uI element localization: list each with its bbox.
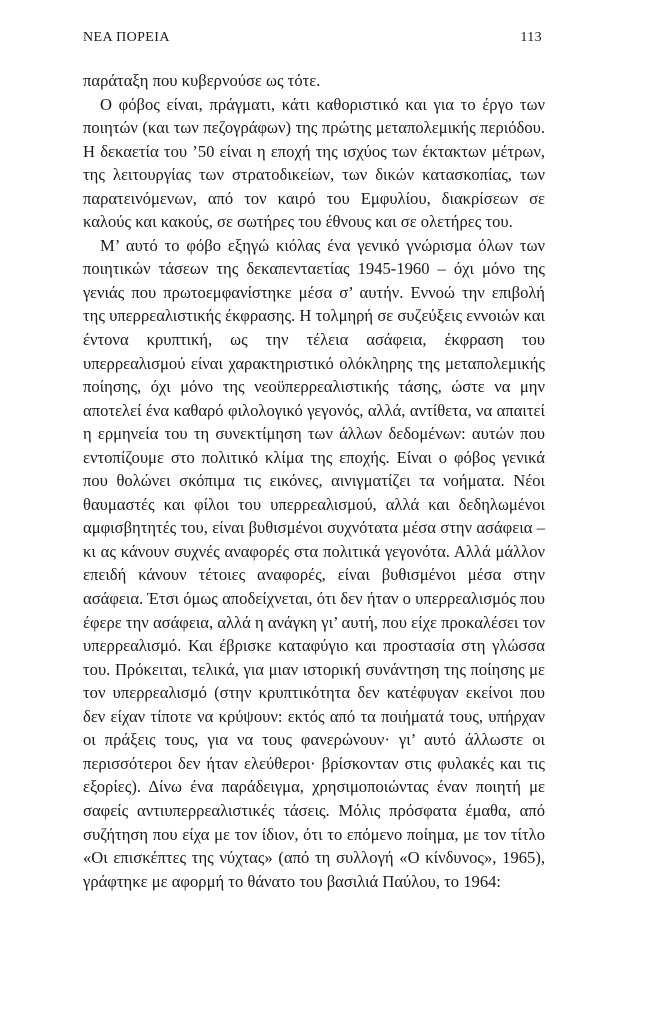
paragraph-fear: Ο φόβος είναι, πράγματι, κάτι καθοριστικό και για το έργο των ποιητών (και των πεζογράφων) της πρώτης μεταπολεμικής περιόδου. Η δεκαετία του ’50 είναι η εποχή της ισχύος των έκτακτων μέτρων, της λειτουργίας των στρατοδικείων, των δικών κατασκοπίας, των παρατεινόμενων, από τον καιρό του Εμφυλίου, διακρίσεων σε καλούς και κακούς, σε σωτήρες του έθνους και σε ολετήρες του. [83,94,545,232]
journal-title: ΝΕΑ ΠΟΡΕΙΑ [83,30,170,45]
paragraph-continuation: παράταξη που κυβερνούσε ως τότε. [83,71,321,90]
running-head [83,30,542,50]
page-number: 113 [520,30,542,45]
body-text [83,69,545,893]
paragraph-surrealism: Μ’ αυτό το φόβο εξηγώ κιόλας ένα γενικό γνώρισμα όλων των ποιητικών τάσεων της δεκαπενταετίας 1945-1960 – όχι μόνο της γενιάς που πρωτοεμφανίστηκε μέσα σ’ αυτήν. Εννοώ την επιβολή της υπερρεαλιστικής έκφρασης. Η τολμηρή σε συζεύξεις εννοιών και έντονα κρυπτική, ως την τέλεια ασάφεια, έκφραση του υπερρεαλισμού είναι χαρακτηριστικό ολόκληρης της μεταπολεμικής ποίησης, όχι μόνο της νεοϋπερρεαλιστικής τάσης, ώστε να μην αποτελεί ένα καθαρό φιλολογικό γεγονός, αλλά, αντίθετα, να απαιτεί η ερμηνεία του τη συνεκτίμηση των άλλων δεδομένων: αυτών που εντοπίζουμε στο πολιτικό κλίμα της εποχής. Είναι ο φόβος γενικά που θολώνει σκόπιμα τις εικόνες, αινιγματίζει τα νοήματα. Νέοι θαυμαστές και φίλοι του υπερρεαλισμού, αλλά και δεδηλωμένοι αμφισβητητές του, είναι βυθισμένοι συχνότατα μέσα στην ασάφεια – κι ας κάνουν συχνές αναφορές στα πολιτικά γεγονότα. Αλλά μάλλον επειδή κάνουν τέτοιες αναφορές, είναι βυθισμένοι μέσα στην ασάφεια. Έτσι όμως αποδείχνεται, ότι δεν ήταν ο υπερρεαλισμός που έφερε την ασάφεια, αλλά η ανάγκη γι’ αυτή, που είχε προκαλέσει τον υπερρεαλισμό. Και έβρισκε καταφύγιο και προστασία στη γλώσσα του. Πρόκειται, τελικά, για μιαν ιστορική συνάντηση της ποίησης με τον υπερρεαλισμό (στην κρυπτικότητα δεν κατέφυγαν εκείνοι που δεν είχαν τίποτε να κρύψουν: εκτός από τα ποιήματά τους, υπήρχαν οι πράξεις τους, για να τους φανερώνουν· γι’ αυτό άλλωστε οι περισσότεροι δεν ήταν ελεύθεροι· βρίσκονταν στις φυλακές και τις εξορίες). Δίνω ένα παράδειγμα, χρησιμοποιώντας έναν ποιητή με σαφείς αντιυπερρεαλιστικές τάσεις. Μόλις πρόσφατα έμαθα, από συζήτηση που είχα με τον ίδιον, ότι το επόμενο ποίημα, με τον τίτλο «Οι επισκέπτες της νύχτας» (από τη συλλογή «Ο κίνδυνος», 1965), γράφτηκε με αφορμή το θάνατο του βασιλιά Παύλου, το 1964: [83,235,545,891]
